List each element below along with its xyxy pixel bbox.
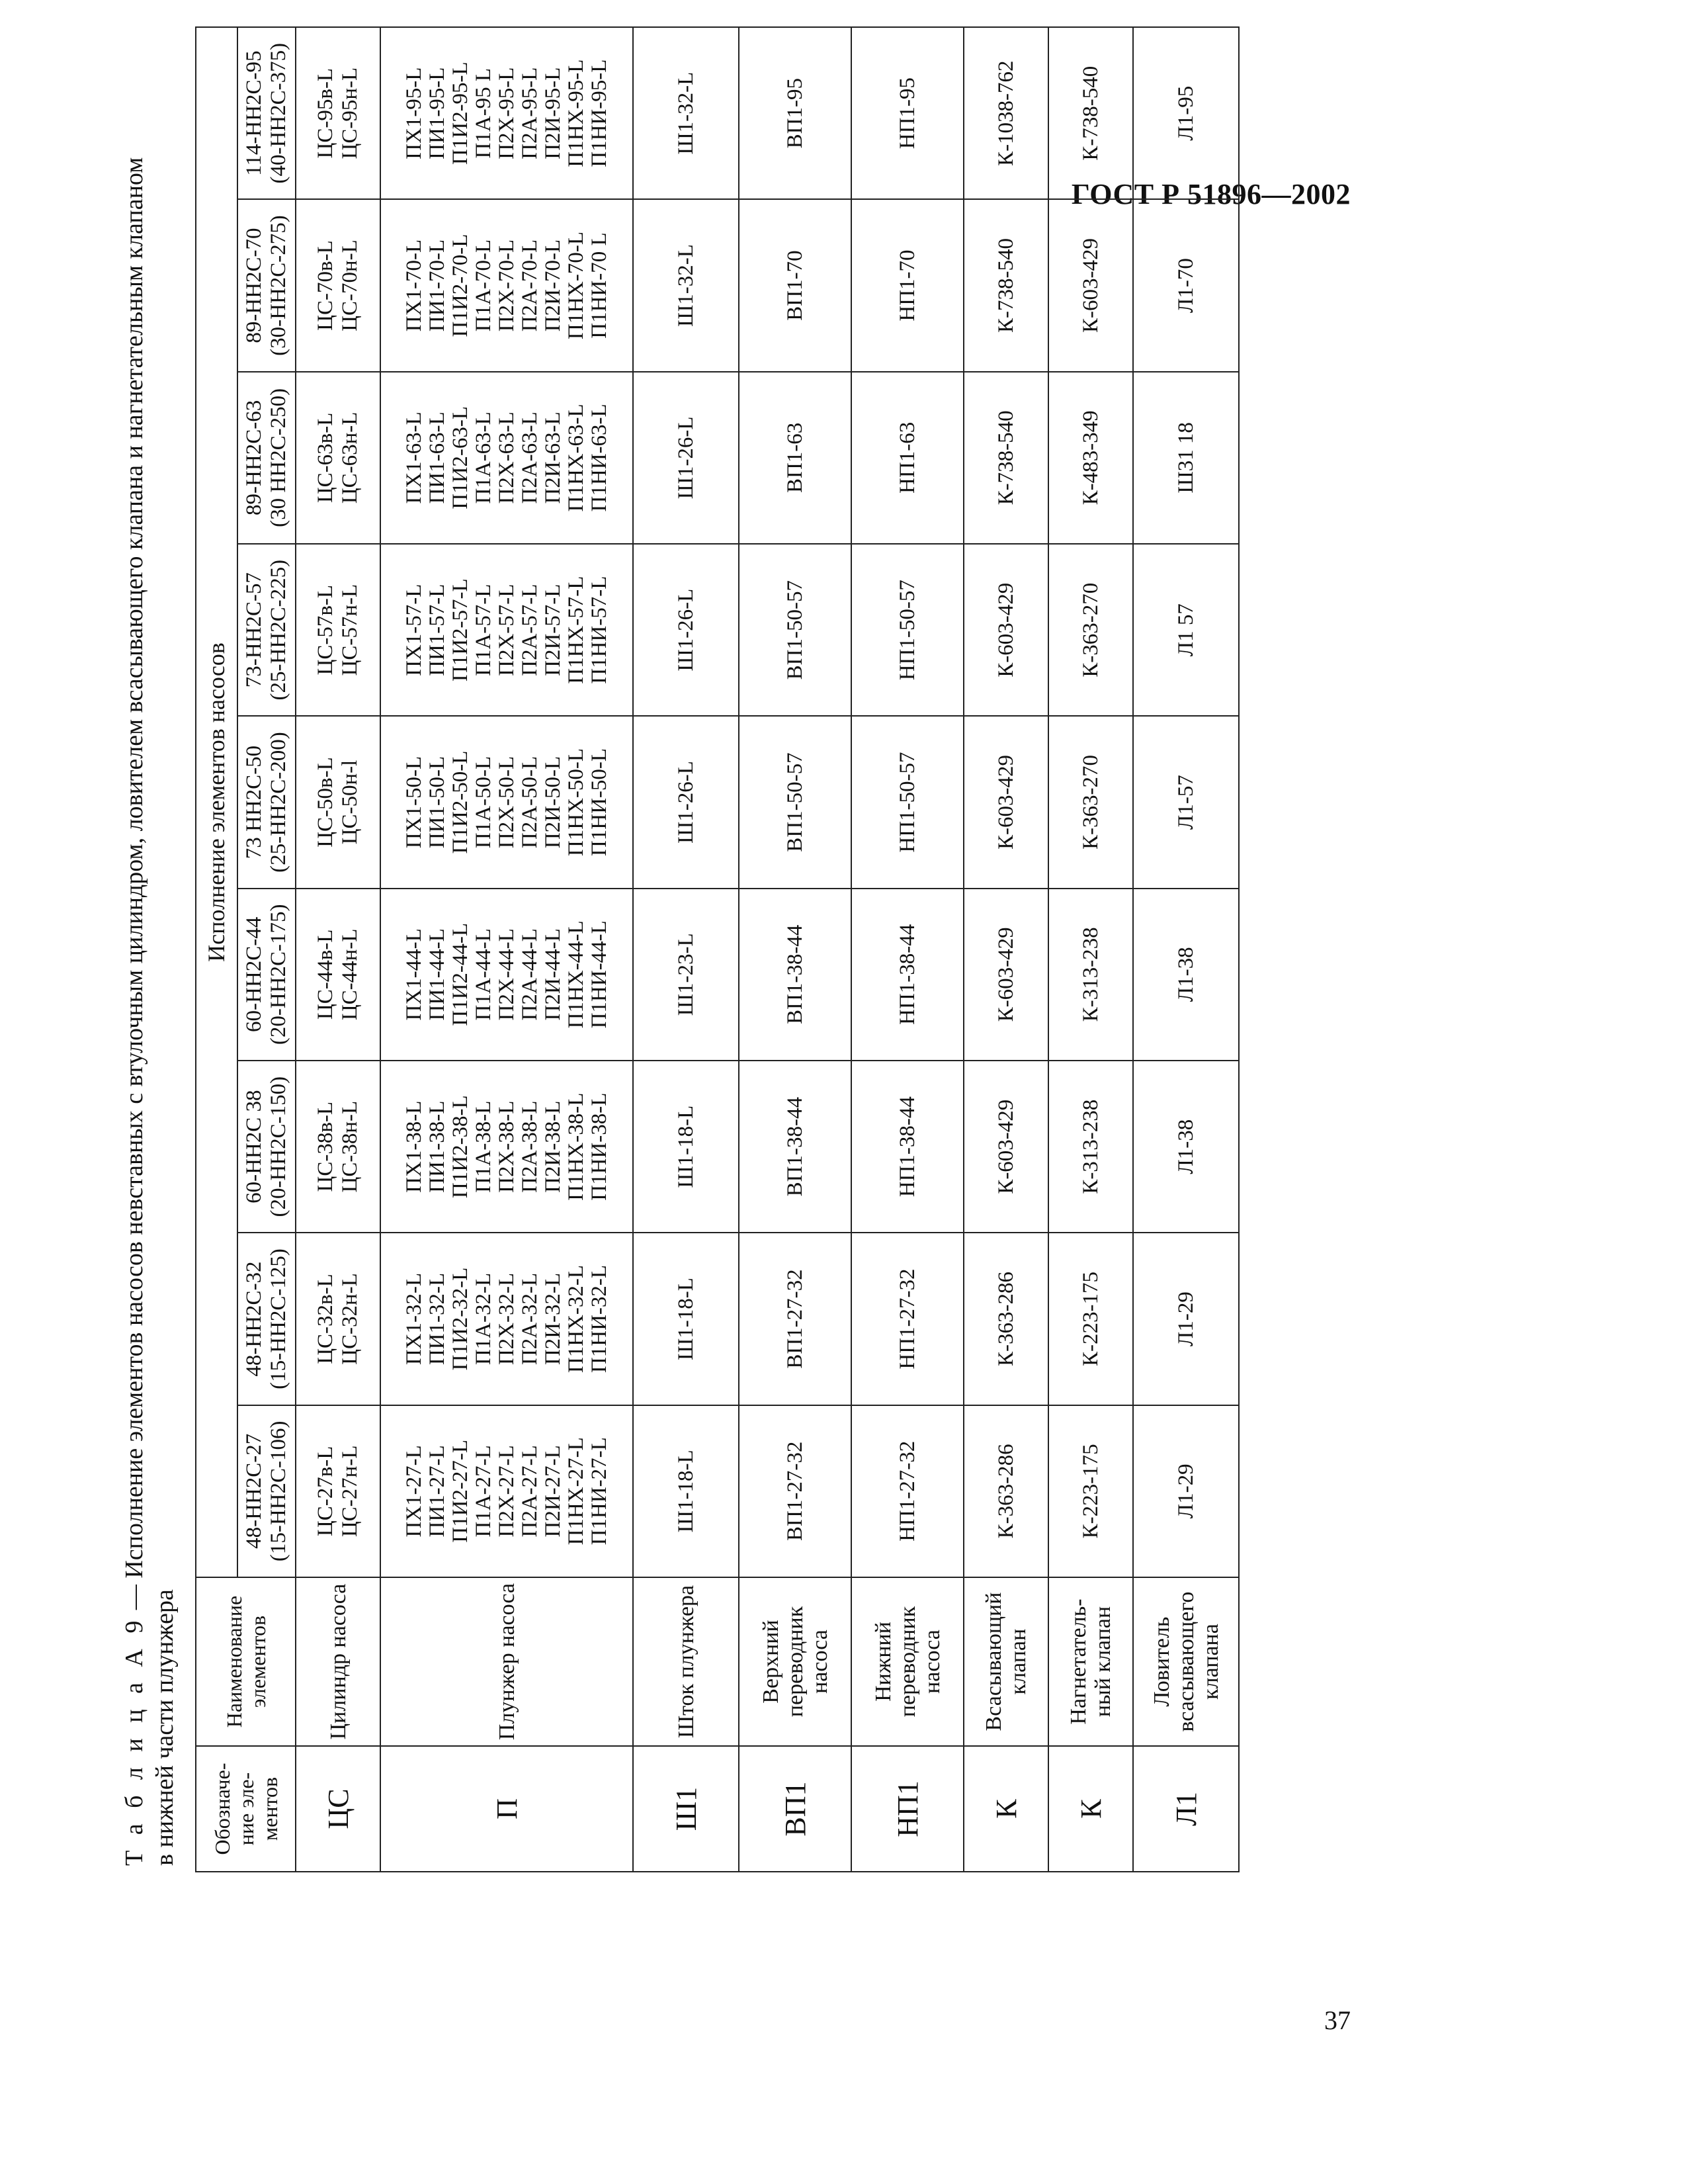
element-value-line: П2И-70-L (540, 239, 565, 332)
element-value-line: ПХ1-95-L (401, 67, 426, 159)
element-value-line: ЦС-95н-L (338, 67, 362, 159)
element-value-cell (1048, 27, 1133, 199)
element-value-line: П1НХ-27-L (564, 1437, 588, 1546)
element-value-line: К-738-540 (993, 410, 1018, 505)
element-value-line: ПХ1-50-L (401, 756, 426, 849)
element-value-line: К-603-429 (993, 1099, 1018, 1194)
element-value-line: НП1-50-57 (895, 580, 919, 681)
element-value-line: НП1-50-57 (895, 752, 919, 853)
version-header-cell (237, 544, 296, 716)
element-value-line: Ш1-32-L (673, 71, 698, 155)
element-value-cell (633, 199, 739, 371)
element-value-line: ЦС-63в-L (314, 412, 337, 503)
element-value-cell (296, 716, 380, 888)
element-value-line: П1НИ-44-L (587, 920, 611, 1029)
element-name-cell: Нагнетатель-ный клапан (1048, 1577, 1133, 1746)
element-value-line: П2Х-70-L (494, 239, 519, 332)
element-value-line: К-603-429 (993, 927, 1018, 1022)
element-value-line: Ш1-26-L (673, 416, 698, 500)
element-value-line: К-738-540 (993, 238, 1018, 333)
element-value-cell (296, 1061, 380, 1233)
element-value-cell (1133, 27, 1239, 199)
element-value-line: ЦС-44н-L (338, 928, 362, 1021)
element-value-line: П2И-44-L (540, 928, 565, 1021)
element-value-cell (380, 716, 633, 888)
element-value-line: ПХ1-44-L (401, 928, 426, 1021)
element-value-line: ЦС-63н-L (338, 412, 362, 504)
version-header-line: 89-НН2С-63 (242, 400, 266, 515)
element-value-cell (739, 1233, 851, 1405)
version-header-cell (237, 889, 296, 1061)
element-value-cell (296, 27, 380, 199)
element-value-line: ВП1-63 (782, 422, 807, 494)
element-value-cell (296, 1405, 380, 1577)
element-value-line: П1НИ-63-L (587, 404, 611, 512)
table-body (296, 27, 1239, 1872)
element-name-cell: Верхний переводник насоса (739, 1577, 851, 1746)
header-code: Обозначе-ние эле-ментов (196, 1746, 296, 1872)
element-value-cell (633, 372, 739, 544)
element-value-line: ПИ1-50-L (425, 756, 449, 849)
element-value-line: ЦС-32н-L (338, 1273, 362, 1365)
version-header-cell (237, 372, 296, 544)
version-header-line: (20-НН2С-150) (267, 1076, 290, 1217)
element-value-line: П1И2-44-L (448, 922, 472, 1026)
element-value-cell (1133, 889, 1239, 1061)
element-value-line: Л1-38 (1173, 1119, 1198, 1174)
element-value-line: П1А-95 L (471, 67, 495, 159)
version-header-line: (15-НН2С-106) (267, 1420, 290, 1562)
element-value-cell (633, 544, 739, 716)
element-value-line: К-603-429 (993, 582, 1018, 677)
element-value-line: П1И2-63-L (448, 406, 472, 509)
version-header-line: 114-НН2С-95 (242, 50, 266, 176)
element-name-cell: Шток плунжера (633, 1577, 739, 1746)
element-value-line: Ш1-18-L (673, 1450, 698, 1533)
table-row (964, 27, 1048, 1872)
element-value-cell (633, 1405, 739, 1577)
element-value-line: ПИ1-70-L (425, 239, 449, 332)
element-value-line: ЦС-27н-L (338, 1445, 362, 1538)
element-value-cell (1133, 199, 1239, 371)
element-value-line: ВП1-27-32 (782, 1269, 807, 1369)
element-value-line: К-313-238 (1078, 927, 1103, 1022)
element-code-cell: Л1 (1133, 1746, 1239, 1872)
element-value-line: Ш1-26-L (673, 761, 698, 844)
element-value-line: П1НИ-38-L (587, 1092, 611, 1201)
table-row (1048, 27, 1133, 1872)
element-value-cell (1048, 199, 1133, 371)
element-value-cell (739, 544, 851, 716)
table-row (380, 27, 633, 1872)
element-value-line: ВП1-50-57 (782, 580, 807, 680)
element-code-cell: К (964, 1746, 1048, 1872)
version-header-cell (237, 1233, 296, 1405)
element-value-line: П1И2-50-L (448, 750, 472, 854)
element-value-line: ВП1-38-44 (782, 924, 807, 1025)
element-code-cell: К (1048, 1746, 1133, 1872)
element-value-line: Л1-95 (1173, 85, 1198, 141)
element-value-line: П1НХ-95-L (564, 59, 588, 167)
element-value-cell (633, 27, 739, 199)
element-value-line: П1И2-95-L (448, 62, 472, 165)
element-value-cell (964, 199, 1048, 371)
element-value-line: Л1-70 (1173, 258, 1198, 313)
table-caption-text: — Исполнение элементов насосов невставных с втулочным цилиндром, ловителем всасывающего клапана и нагнетательным клапаном в нижней части плунжера (120, 157, 179, 1866)
element-value-line: К-363-286 (993, 1272, 1018, 1367)
page-number: 37 (1324, 2005, 1351, 2035)
version-header-line: 89-НН2С-70 (242, 228, 266, 343)
element-value-line: Ш1-23-L (673, 933, 698, 1016)
version-header-line: (30 НН2С-250) (267, 388, 290, 527)
element-value-cell (851, 1233, 964, 1405)
version-header-line: (25-НН2С-200) (267, 732, 290, 873)
element-value-cell (1133, 1405, 1239, 1577)
element-value-line: ВП1-38-44 (782, 1097, 807, 1197)
element-value-cell (296, 199, 380, 371)
element-value-line: ЦС-50н-l (338, 760, 362, 845)
element-value-line: ЦС-70н-L (338, 240, 362, 331)
table-row (1133, 27, 1239, 1872)
element-value-line: П1НХ-70-L (564, 231, 588, 340)
element-value-cell (296, 544, 380, 716)
version-header-line: 60-НН2С 38 (242, 1090, 266, 1203)
element-value-line: П1А-57-L (471, 584, 495, 676)
element-value-cell (964, 544, 1048, 716)
version-header-line: 48-НН2С-27 (242, 1433, 266, 1549)
element-value-line: П1НИ-32-L (587, 1264, 611, 1374)
element-value-line: ЦС-32в-L (314, 1274, 337, 1364)
element-value-line: П2Х-32-L (494, 1272, 519, 1366)
element-value-line: К-363-270 (1078, 755, 1103, 850)
element-value-line: Л1-57 (1173, 775, 1198, 830)
element-value-line: К-603-429 (1078, 238, 1103, 333)
element-value-line: П2А-44-L (517, 928, 542, 1021)
table-caption (119, 146, 180, 1866)
header-name: Наименование элементов (196, 1577, 296, 1746)
element-value-line: П2А-38-L (517, 1100, 542, 1193)
element-value-cell (1133, 716, 1239, 888)
element-name-cell: Ловитель всасывающего клапана (1133, 1577, 1239, 1746)
element-value-line: П1НХ-57-L (564, 576, 588, 684)
element-value-cell (851, 716, 964, 888)
version-header-cell (237, 199, 296, 371)
element-value-line: НП1-27-32 (895, 1268, 919, 1370)
element-value-line: П2А-50-L (517, 756, 542, 849)
element-value-line: ПХ1-57-L (401, 584, 426, 676)
element-value-cell (380, 889, 633, 1061)
element-value-line: К-223-175 (1078, 1444, 1103, 1539)
element-name-cell: Плунжер насоса (380, 1577, 633, 1746)
element-value-line: Ш31 18 (1173, 422, 1198, 494)
element-value-line: П2Х-50-L (494, 756, 519, 849)
element-value-line: П1А-32-L (471, 1272, 495, 1366)
element-value-line: П1НИ-27-L (587, 1437, 611, 1546)
element-value-cell (1048, 889, 1133, 1061)
element-value-line: ВП1-95 (782, 78, 807, 149)
element-value-line: Ш1-32-L (673, 244, 698, 328)
element-value-cell (1048, 1061, 1133, 1233)
pump-elements-table (195, 26, 1240, 1872)
header-versions-span: Исполнение элементов насосов (196, 27, 237, 1577)
element-value-cell (851, 372, 964, 544)
element-name-cell: Всасывающий клапан (964, 1577, 1048, 1746)
element-value-cell (739, 1061, 851, 1233)
element-value-line: П1А-44-L (471, 928, 495, 1021)
element-value-line: К-313-238 (1078, 1099, 1103, 1194)
version-header-line: (40-НН2С-375) (267, 42, 290, 184)
element-value-line: Ш1-18-L (673, 1105, 698, 1188)
element-value-cell (851, 544, 964, 716)
element-value-line: П2И-57-L (540, 584, 565, 676)
element-value-cell (964, 372, 1048, 544)
element-value-cell (1048, 1233, 1133, 1405)
element-value-line: П1НИ-70 L (587, 232, 611, 339)
element-value-line: ЦС-57в-L (314, 584, 337, 676)
element-value-line: Ш1-18-L (673, 1278, 698, 1360)
element-value-line: П2А-57-L (517, 584, 542, 676)
element-value-line: П1А-50-L (471, 756, 495, 849)
version-header-cell (237, 1405, 296, 1577)
element-value-cell (380, 1405, 633, 1577)
table-row (633, 27, 739, 1872)
element-value-line: П1А-27-L (471, 1445, 495, 1538)
element-value-line: П1И2-57-L (448, 578, 472, 682)
element-value-line: НП1-38-44 (895, 924, 919, 1025)
element-value-line: П2А-63-L (517, 412, 542, 504)
element-value-line: ПХ1-70-L (401, 239, 426, 332)
element-value-line: П2Х-57-L (494, 584, 519, 676)
element-code-cell: НП1 (851, 1746, 964, 1872)
element-value-line: НП1-95 (895, 77, 919, 150)
table-row (739, 27, 851, 1872)
element-value-cell (633, 1233, 739, 1405)
element-value-line: П2И-27-L (540, 1445, 565, 1538)
element-value-cell (739, 1405, 851, 1577)
element-value-line: П2Х-95-L (494, 67, 519, 159)
element-name-cell: Нижний переводник насоса (851, 1577, 964, 1746)
element-code-cell: ВП1 (739, 1746, 851, 1872)
element-value-line: ВП1-27-32 (782, 1441, 807, 1541)
version-header-line: 48-НН2С-32 (242, 1261, 266, 1377)
element-value-cell (380, 1233, 633, 1405)
version-header-cell (237, 27, 296, 199)
element-value-line: П1НИ-50-L (587, 748, 611, 857)
element-value-line: К-363-270 (1078, 582, 1103, 677)
element-value-line: П2И-38-L (540, 1100, 565, 1193)
element-value-line: ЦС-50в-L (314, 757, 337, 848)
element-value-line: П2А-27-L (517, 1445, 542, 1538)
element-value-line: НП1-38-44 (895, 1096, 919, 1198)
element-value-cell (739, 889, 851, 1061)
table-caption-label: Т а б л и ц а А 9 (120, 1616, 148, 1866)
element-value-line: К-483-349 (1078, 410, 1103, 505)
element-value-cell (851, 889, 964, 1061)
element-value-line: ПИ1-63-L (425, 412, 449, 504)
rotated-table-block (119, 0, 1283, 1985)
element-value-line: ЦС-38в-L (314, 1101, 337, 1192)
element-value-cell (964, 27, 1048, 199)
element-value-line: ПИ1-57-L (425, 584, 449, 676)
element-value-cell (964, 1061, 1048, 1233)
element-value-line: П1НХ-38-L (564, 1092, 588, 1201)
element-value-line: ПИ1-44-L (425, 928, 449, 1021)
version-header-line: (15-НН2С-125) (267, 1248, 290, 1389)
element-value-line: Л1-29 (1173, 1291, 1198, 1346)
element-value-cell (296, 889, 380, 1061)
element-value-line: П1И2-32-L (448, 1267, 472, 1371)
element-value-line: ВП1-50-57 (782, 752, 807, 852)
document-header: ГОСТ Р 51896—2002 (1071, 178, 1351, 210)
element-value-line: ЦС-70в-L (314, 240, 337, 331)
element-value-line: П1НХ-44-L (564, 920, 588, 1029)
element-value-cell (739, 199, 851, 371)
version-header-line: 73-НН2С-57 (242, 572, 266, 688)
element-value-cell (633, 889, 739, 1061)
table-row (851, 27, 964, 1872)
element-value-line: ПИ1-27-L (425, 1445, 449, 1538)
version-header-line: (25-НН2С-225) (267, 559, 290, 701)
version-header-cell (237, 1061, 296, 1233)
element-code-cell: ЦС (296, 1746, 380, 1872)
element-value-line: П2А-32-L (517, 1272, 542, 1366)
element-value-line: П2А-95-L (517, 67, 542, 159)
element-value-line: П1НХ-50-L (564, 748, 588, 857)
element-value-line: ПХ1-32-L (401, 1272, 426, 1366)
element-value-cell (1048, 544, 1133, 716)
element-value-line: ПИ1-32-L (425, 1272, 449, 1366)
version-header-line: (30-НН2С-275) (267, 215, 290, 356)
element-value-cell (1133, 372, 1239, 544)
element-value-line: П2А-70-L (517, 239, 542, 332)
element-value-line: П2И-50-L (540, 756, 565, 849)
element-value-line: ЦС-38н-L (338, 1100, 362, 1193)
element-value-line: П2Х-27-L (494, 1445, 519, 1538)
element-value-line: ПХ1-63-L (401, 412, 426, 504)
element-value-line: НП1-27-32 (895, 1440, 919, 1542)
element-value-cell (296, 372, 380, 544)
element-value-cell (296, 1233, 380, 1405)
element-value-cell (380, 27, 633, 199)
element-value-cell (739, 27, 851, 199)
element-value-line: ВП1-70 (782, 250, 807, 321)
element-value-line: ЦС-27в-L (314, 1446, 337, 1537)
element-value-cell (851, 1405, 964, 1577)
table-row (296, 27, 380, 1872)
element-value-line: ПХ1-27-L (401, 1445, 426, 1538)
element-value-cell (380, 372, 633, 544)
element-value-line: ПХ1-38-L (401, 1100, 426, 1193)
element-value-line: П1НИ-57-L (587, 576, 611, 684)
version-header-line: 73 НН2С-50 (242, 745, 266, 859)
element-value-cell (1133, 1233, 1239, 1405)
element-value-cell (380, 199, 633, 371)
element-value-line: П1И2-27-L (448, 1439, 472, 1543)
element-value-line: П2И-32-L (540, 1272, 565, 1366)
element-value-cell (964, 716, 1048, 888)
element-value-cell (1048, 1405, 1133, 1577)
element-code-cell: П (380, 1746, 633, 1872)
element-value-cell (739, 372, 851, 544)
element-name-cell: Цилиндр насоса (296, 1577, 380, 1746)
element-value-cell (380, 544, 633, 716)
element-value-line: Л1-38 (1173, 947, 1198, 1002)
element-value-line: П2Х-38-L (494, 1100, 519, 1193)
element-value-line: ЦС-57н-L (338, 584, 362, 676)
element-value-line: ЦС-44в-L (314, 929, 337, 1020)
element-value-line: К-1038-762 (993, 60, 1018, 166)
element-value-line: Л1 57 (1173, 603, 1198, 657)
element-value-line: П1И2-70-L (448, 234, 472, 337)
element-value-line: НП1-70 (895, 249, 919, 322)
element-value-cell (964, 1233, 1048, 1405)
element-value-cell (1048, 372, 1133, 544)
element-value-line: П2Х-63-L (494, 412, 519, 504)
element-value-line: К-363-286 (993, 1444, 1018, 1539)
element-value-line: НП1-63 (895, 421, 919, 494)
element-value-cell (851, 27, 964, 199)
element-value-cell (1133, 544, 1239, 716)
element-value-line: П1НХ-63-L (564, 404, 588, 512)
version-header-line: (20-НН2С-175) (267, 904, 290, 1045)
element-value-line: П1НХ-32-L (564, 1264, 588, 1374)
element-value-line: Ш1-26-L (673, 588, 698, 672)
element-value-cell (851, 199, 964, 371)
element-value-line: П2Х-44-L (494, 928, 519, 1021)
element-value-line: ЦС-95в-L (314, 67, 337, 159)
element-value-line: Л1-29 (1173, 1463, 1198, 1519)
element-value-line: ПИ1-38-L (425, 1100, 449, 1193)
element-value-line: П1А-70-L (471, 239, 495, 332)
element-value-cell (964, 889, 1048, 1061)
element-value-line: К-603-429 (993, 755, 1018, 850)
element-value-cell (380, 1061, 633, 1233)
element-value-cell (1133, 1061, 1239, 1233)
element-value-line: П2И-63-L (540, 412, 565, 504)
element-code-cell: Ш1 (633, 1746, 739, 1872)
element-value-line: П1НИ-95-L (587, 59, 611, 167)
element-value-line: ПИ1-95-L (425, 67, 449, 159)
element-value-cell (1048, 716, 1133, 888)
element-value-line: К-738-540 (1078, 66, 1103, 161)
element-value-line: К-223-175 (1078, 1272, 1103, 1367)
version-header-line: 60-НН2С-44 (242, 916, 266, 1032)
element-value-cell (633, 716, 739, 888)
element-value-line: П1А-63-L (471, 412, 495, 504)
element-value-cell (851, 1061, 964, 1233)
element-value-line: П2И-95-L (540, 67, 565, 159)
version-header-cell (237, 716, 296, 888)
element-value-line: П1И2-38-L (448, 1095, 472, 1199)
element-value-cell (964, 1405, 1048, 1577)
element-value-cell (739, 716, 851, 888)
element-value-cell (633, 1061, 739, 1233)
element-value-line: П1А-38-L (471, 1100, 495, 1193)
